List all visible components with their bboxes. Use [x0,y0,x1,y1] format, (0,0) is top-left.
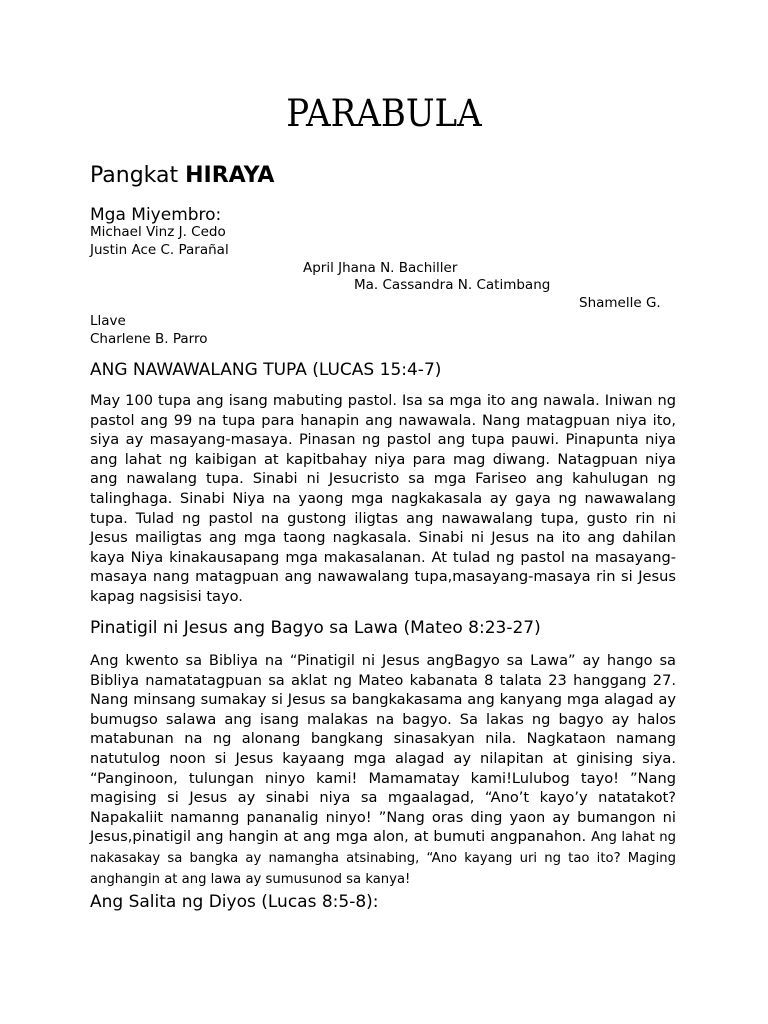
section-paragraph [90,651,676,889]
team-prefix: Pangkat [90,163,186,188]
member-name: April Jhana N. Bachiller [303,260,458,276]
document-title: PARABULA [286,92,482,135]
section-heading: Pinatigil ni Jesus ang Bagyo sa Lawa (Mateo 8:23-27) [90,618,541,638]
member-name: Charlene B. Parro [90,331,208,347]
section-paragraph: May 100 tupa ang isang mabuting pastol. Isa sa mga ito ang nawala. Iniwan ng pastol ang 99 na tupa para hanapin ang nawawala. Nang matagpuan niya ito, siya ay masayang-masaya. Pinasan ng pastol ang tupa pauwi. Pinapunta niya ang lahat ng kaibigan at kapitbahay niya para mag diwang. Natagpuan niya ang nawalang tupa. Sinabi ni Jesucristo sa mga Fariseo ang kahulugan ng talinghaga. Sinabi Niya na yaong mga nagkakasala ay gaya ng nawawalang tupa. Tulad ng pastol na gustong iligtas ang nawawalang tupa, gusto rin ni Jesus mailigtas ang mga taong nagkasala. Sinabi ni Jesus na ito ang dahilan kaya Niya kinakausapang mga makasalanan. At tulad ng pastol na masayang-masaya nang matagpuan ang nawawalang tupa,masayang-masaya rin si Jesus kapag nagsisisi tayo. [90,392,676,605]
paragraph-small-text: Ang lahat ng nakasakay sa bangka ay namangha atsinabing, “Ano kayang uri ng tao ito? Maging anghangin at ang lawa ay sumusunod sa kanya! [90,830,677,887]
member-name: Llave [90,313,126,329]
section-heading: ANG NAWAWALANG TUPA (LUCAS 15:4-7) [90,360,442,380]
section-heading: Ang Salita ng Diyos (Lucas 8:5-8): [90,892,379,912]
team-name: HIRAYA [185,163,275,188]
team-heading [90,162,274,190]
member-name: Michael Vinz J. Cedo [90,224,226,240]
member-name: Ma. Cassandra N. Catimbang [354,277,551,293]
member-name: Justin Ace C. Parañal [90,242,229,258]
member-name: Shamelle G. [579,295,661,311]
members-label: Mga Miyembro: [90,205,222,225]
paragraph-main-text: Ang kwento sa Bibliya na “Pinatigil ni Jesus angBagyo sa Lawa” ay hango sa Bibliya namatatagpuan sa aklat ng Mateo kabanata 8 talata 23 hanggang 27. Nang minsang sumakay si Jesus sa bangkakasama ang kanyang mga alagad ay bumugso salawa ang isang malakas na bagyo. Sa lakas ng bagyo ay halos matabunan na ng alonang bangkang sinasakyan nila. Nagkataon namang natutulog noon si Jesus kayaang mga alagad ay nilapitan at ginising siya. “Panginoon, tulungan ninyo kami! Mamamatay kami!Lulubog tayo! ”Nang magising si Jesus ay sinabi niya sa mgaalagad, “Ano’t kayo’y natatakot? Napakaliit namanng pananalig ninyo! ”Nang oras ding yaon ay bumangon ni Jesus,pinatigil ang hangin at ang mga alon, at bumuti angpanahon. [90,652,676,846]
